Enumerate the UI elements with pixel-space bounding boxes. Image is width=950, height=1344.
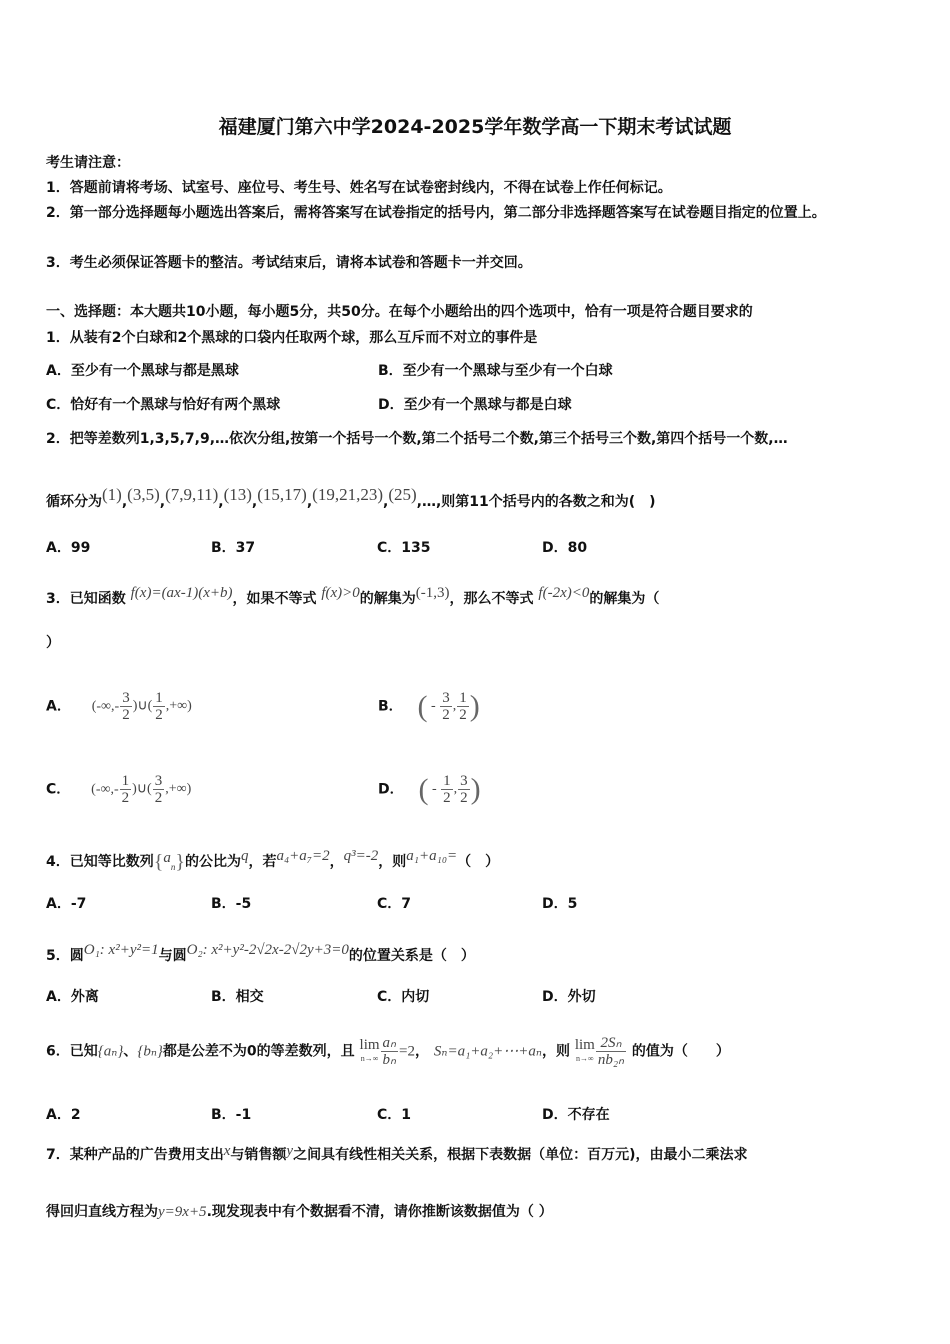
q1-stem: 1．从装有2个白球和2个黑球的口袋内任取两个球，那么互斥而不对立的事件是: [46, 330, 538, 346]
q2-option-d: D．80: [542, 540, 588, 556]
q3-option-c: C． (-∞,- $\frac{1}{2}$ )∪( $\frac{3}{2}$ ,+∞): [46, 773, 192, 806]
notice-item-2: 2．第一部分选择题每小题选出答案后，需将答案写在试卷指定的括号内，第二部分非选择题答案写在试卷题目指定的位置上。: [46, 205, 826, 221]
q3-option-d: D． ( - $\frac{1}{2}$ , $\frac{3}{2}$ ): [378, 772, 481, 806]
q4-option-c: C．7: [377, 896, 412, 912]
q1-option-b: B．至少有一个黑球与至少有一个白球: [378, 363, 613, 379]
q2-group-3: (7,9,11): [165, 485, 219, 504]
q5-option-b: B．相交: [211, 989, 264, 1005]
q5-option-a: A．外离: [46, 989, 99, 1005]
q5-option-c: C．内切: [377, 989, 430, 1005]
q3-close-paren: ）: [46, 635, 60, 651]
q5-circle-1: O₁: x²+y²=1: [83, 942, 159, 958]
q5-option-d: D．外切: [542, 989, 596, 1005]
q3-inequality-2: f(-2x)<0: [538, 585, 590, 601]
q2-group-2: (3,5): [127, 485, 160, 504]
q3-a-frac-2: $\frac{1}{2}$: [155, 690, 163, 723]
q4-target: a₁+a₁₀=: [406, 848, 458, 864]
q4-ratio: q: [240, 848, 249, 864]
q7-var-y: y: [286, 1143, 294, 1159]
q2-group-1: (1): [102, 485, 122, 504]
section-heading: 一、选择题：本大题共10小题，每小题5分，共50分。在每个小题给出的四个选项中，恰有一项是符合题目要求的: [46, 304, 753, 320]
q2-group-7: (25): [388, 485, 417, 504]
q6-option-a: A．2: [46, 1107, 81, 1123]
q2-group-5: (15,17): [257, 485, 307, 504]
q4-option-a: A．-7: [46, 896, 87, 912]
q1-option-d: D．至少有一个黑球与都是白球: [378, 397, 572, 413]
q2-group-4: (13): [223, 485, 252, 504]
q6-seq-a: {aₙ}: [97, 1043, 124, 1060]
q3-inequality-1: f(x)>0: [321, 585, 360, 601]
q6-option-c: C．1: [377, 1107, 412, 1123]
q5-stem: 5．圆O₁: x²+y²=1与圆O₂: x²+y²-2√2x-2√2y+3=0的位置关系是（ ）: [46, 942, 475, 964]
q2-stem: 2．把等差数列1,3,5,7,9,…依次分组,按第一个括号一个数,第二个括号二个数,第三个括号三个数,第四个括号一个数,…: [46, 431, 788, 447]
q6-stem: 6．已知{aₙ}、{bₙ}都是公差不为0的等差数列，且 lim n→∞ $\frac{\text{aₙ}}{\text{bₙ}}$ =2， Sₙ=a₁+a₂+⋯+aₙ，则 lim n→∞ $\frac{\text{2Sₙ}}{\text{nb₂ₙ}}$ 的值为（ ）: [46, 1035, 730, 1068]
q6-sum: Sₙ=a₁+a₂+⋯+aₙ: [433, 1043, 542, 1060]
notice-item-3: 3．考生必须保证答题卡的整洁。考试结束后，请将本试卷和答题卡一并交回。: [46, 255, 532, 271]
q6-limit-2: lim n→∞: [574, 1036, 595, 1063]
q7-regression-equation: y=9x+5: [158, 1204, 207, 1220]
q3-solution-set: (-1,3): [415, 585, 450, 601]
q3-option-b: B． ( - $\frac{3}{2}$ , $\frac{1}{2}$ ): [378, 689, 480, 723]
q2-option-b: B．37: [211, 540, 256, 556]
q2-option-a: A．99: [46, 540, 91, 556]
q3-function: f(x)=(ax-1)(x+b): [130, 585, 233, 601]
q7-stem-line-1: 7．某种产品的广告费用支出x与销售额y之间具有线性相关关系，根据下表数据（单位：百万元)，由最小二乘法求: [46, 1143, 748, 1163]
q4-condition-1: a₄+a₇=2: [276, 848, 330, 864]
q5-circle-2: O₂: x²+y²-2√2x-2√2y+3=0: [186, 942, 349, 958]
q4-option-d: D．5: [542, 896, 578, 912]
q7-var-x: x: [223, 1143, 231, 1159]
q2-groups-line: 循环分为(1),(3,5),(7,9,11),(13),(15,17),(19,21,23),(25),…,则第11个括号内的各数之和为( ): [46, 485, 656, 510]
q6-option-b: B．-1: [211, 1107, 252, 1123]
page-title: 福建厦门第六中学2024-2025学年数学高一下期末考试试题: [218, 116, 732, 138]
q2-option-c: C．135: [377, 540, 431, 556]
notice-item-1: 1．答题前请将考场、试室号、座位号、考生号、姓名写在试卷密封线内，不得在试卷上作任何标记。: [46, 180, 672, 196]
q1-option-c: C．恰好有一个黑球与恰好有两个黑球: [46, 397, 281, 413]
q4-sequence: a: [163, 850, 171, 866]
q4-stem: 4．已知等比数列$\{a_n\}$的公比为q，若a₄+a₇=2，q³=-2，则a₁+a₁₀=（ ）: [46, 848, 500, 873]
q1-option-a: A．至少有一个黑球与都是黑球: [46, 363, 239, 379]
q6-option-d: D．不存在: [542, 1107, 610, 1123]
q7-stem-line-2: 得回归直线方程为y=9x+5.现发现表中有个数据看不清，请你推断该数据值为（ ）: [46, 1204, 553, 1220]
q4-condition-2: q³=-2: [343, 848, 379, 864]
q6-seq-b: {bₙ}: [137, 1043, 163, 1060]
q6-limit-1: lim n→∞: [359, 1036, 380, 1063]
q3-stem: 3．已知函数 f(x)=(ax-1)(x+b)，如果不等式 f(x)>0的解集为(-1,3)，那么不等式 f(-2x)<0的解集为（: [46, 585, 660, 607]
q4-option-b: B．-5: [211, 896, 252, 912]
q2-group-6: (19,21,23): [312, 485, 383, 504]
notice-heading: 考生请注意：: [46, 155, 130, 171]
q3-option-a: A． (-∞,- $\frac{3}{2}$ )∪( $\frac{1}{2}$ ,+∞): [46, 690, 192, 723]
q3-a-frac-1: $\frac{3}{2}$: [122, 690, 130, 723]
